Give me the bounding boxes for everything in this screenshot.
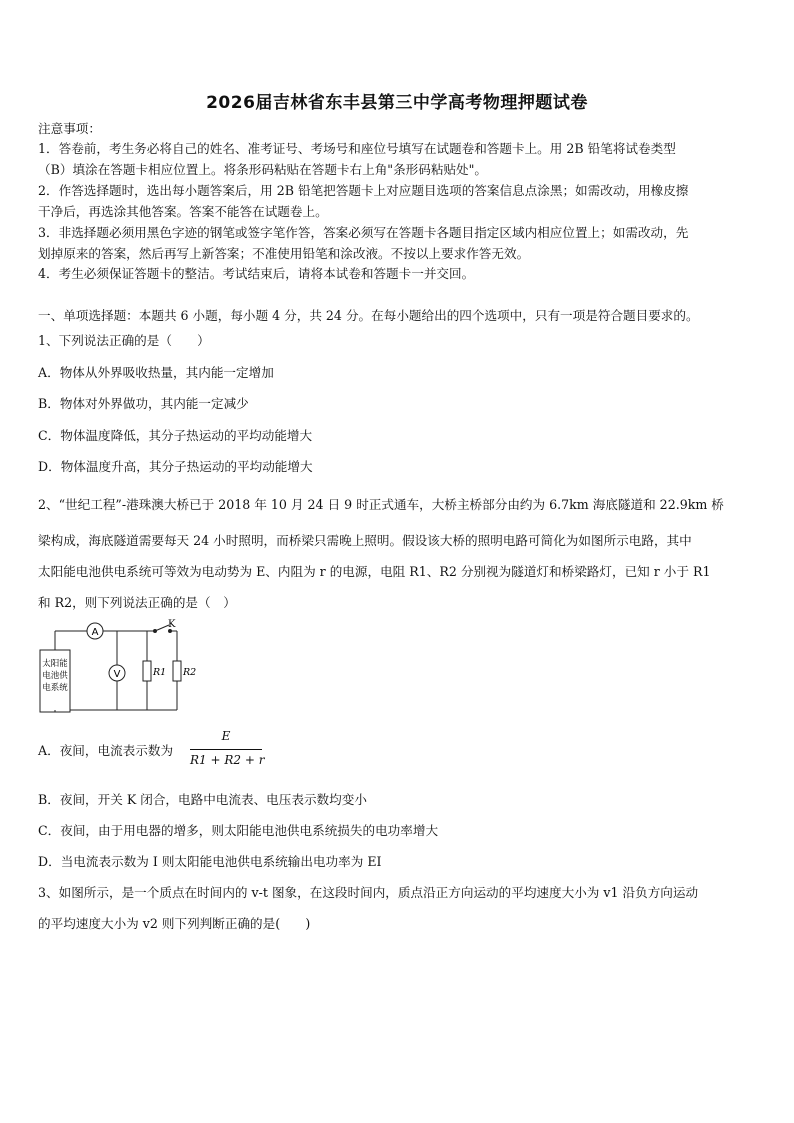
source-label-3: 电系统: [42, 683, 68, 693]
notice-line-6: 划掉原来的答案，然后再写上新答案；不准使用铅笔和涂改液。不按以上要求作答无效。: [38, 246, 530, 261]
source-label-1: 太阳能: [42, 659, 68, 669]
resistor-r2-icon: [173, 661, 181, 681]
switch-label: K: [168, 619, 176, 630]
q2-option-d: D．当电流表示数为 I 则太阳能电池供电系统输出电功率为 EI: [38, 854, 382, 869]
notice-line-4: 干净后，再选涂其他答案。答案不能答在试题卷上。: [38, 204, 328, 219]
section-heading: 一、单项选择题：本题共 6 小题，每小题 4 分，共 24 分。在每小题给出的四个选项中，只有一项是符合题目要求的。: [38, 308, 699, 323]
source-label-2: 电池供: [42, 671, 68, 681]
notice-line-2: （B）填涂在答题卡相应位置上。将条形码粘贴在答题卡右上角"条形码粘贴处"。: [38, 162, 488, 177]
q2-stem-line-1: 2、“世纪工程”-港珠澳大桥已于 2018 年 10 月 24 日 9 时正式通车，大桥主桥部分由约为 6.7km 海底隧道和 22.9km 桥: [38, 497, 724, 512]
q1-option-c: C．物体温度降低，其分子热运动的平均动能增大: [38, 428, 313, 443]
page-title: 2026届吉林省东丰县第三中学高考物理押题试卷: [206, 93, 588, 113]
notice-heading: 注意事项：: [38, 121, 101, 136]
q2-stem-line-2: 梁构成，海底隧道需要每天 24 小时照明，而桥梁只需晚上照明。假设该大桥的照明电路可简化为如图所示电路，其中: [38, 533, 692, 548]
q2-option-c: C．夜间，由于用电器的增多，则太阳能电池供电系统损失的电功率增大: [38, 823, 439, 838]
fraction-numerator: E: [221, 729, 231, 743]
q1-option-d: D．物体温度升高，其分子热运动的平均动能增大: [38, 459, 313, 474]
notice-line-5: 3．非选择题必须用黑色字迹的钢笔或签字笔作答，答案必须写在答题卡各题目指定区域内相应位置上；如需改动，先: [38, 225, 689, 240]
q3-stem-line-1: 3、如图所示，是一个质点在时间内的 v-t 图象，在这段时间内，质点沿正方向运动的平均速度大小为 v1 沿负方向运动: [38, 885, 699, 900]
q2-option-a-fraction: [190, 729, 265, 771]
switch-icon: [155, 625, 169, 631]
voltmeter-label: V: [113, 669, 121, 680]
fraction-denominator: R1 + R2 + r: [190, 753, 265, 767]
resistor-r1-icon: [143, 661, 151, 681]
q1-stem: 1、下列说法正确的是（ ）: [38, 333, 210, 348]
r1-label: R1: [153, 667, 167, 678]
q2-option-a: A．夜间，电流表示数为: [38, 743, 174, 758]
notice-line-7: 4．考生必须保证答题卡的整洁。考试结束后，请将本试卷和答题卡一并交回。: [38, 266, 475, 281]
q2-option-b: B．夜间，开关 K 闭合，电路中电流表、电压表示数均变小: [38, 792, 367, 807]
notice-line-3: 2．作答选择题时，选出每小题答案后，用 2B 铅笔把答题卡上对应题目选项的答案信息点涂黑；如需改动，用橡皮擦: [38, 183, 689, 198]
q1-option-b: B．物体对外界做功，其内能一定减少: [38, 396, 249, 411]
q2-stem-line-4: 和 R2，则下列说法正确的是（ ）: [38, 595, 236, 610]
q1-option-a: A．物体从外界吸收热量，其内能一定增加: [38, 365, 274, 380]
ammeter-label: A: [91, 627, 99, 638]
q2-stem-line-3: 太阳能电池供电系统可等效为电动势为 E、内阻为 r 的电源，电阻 R1、R2 分别视为隧道灯和桥梁路灯，已知 r 小于 R1: [38, 564, 711, 579]
circuit-diagram: [36, 618, 201, 718]
r2-label: R2: [183, 667, 197, 678]
q3-stem-line-2: 的平均速度大小为 v2 则下列判断正确的是( ): [38, 916, 311, 931]
fraction-bar: [190, 749, 262, 750]
notice-line-1: 1．答卷前，考生务必将自己的姓名、准考证号、考场号和座位号填写在试题卷和答题卡上。用 2B 铅笔将试卷类型: [38, 141, 676, 156]
